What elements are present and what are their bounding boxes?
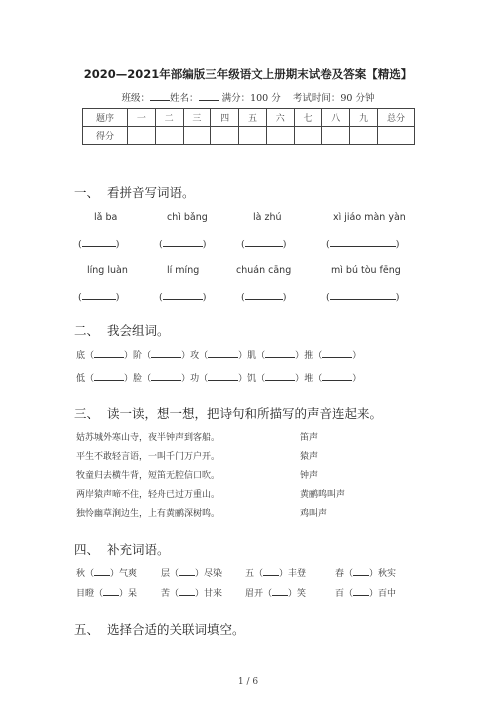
idiom-item: 秋（ ）气爽: [76, 566, 137, 579]
blank[interactable]: [322, 371, 352, 381]
class-blank[interactable]: [150, 91, 170, 101]
idiom-post: 甘来: [204, 589, 223, 599]
answer-blank[interactable]: ( ): [326, 239, 400, 250]
pinyin: là zhú: [253, 212, 282, 223]
idiom-item: 目瞪（ ）呆: [76, 586, 137, 599]
class-label: 班级：: [121, 93, 151, 104]
header-cell: 九: [350, 109, 378, 127]
blank[interactable]: [322, 348, 352, 358]
score-cell[interactable]: [266, 127, 294, 145]
score-label: 满分：100 分: [221, 93, 281, 104]
sound-label: 钟声: [300, 471, 319, 481]
idiom-post: 秋实: [378, 569, 397, 579]
idiom-pre: 苦: [161, 589, 171, 599]
score-table-header: [83, 109, 415, 127]
char: 底: [76, 351, 86, 361]
poem-line: 姑苏城外寒山寺，夜半钟声到客船。: [76, 433, 221, 443]
score-cell[interactable]: [155, 127, 183, 145]
score-cell[interactable]: [322, 127, 350, 145]
section-3-heading: [74, 404, 382, 422]
blank[interactable]: [263, 566, 279, 576]
section-2-heading: [74, 321, 169, 339]
score-cell[interactable]: [239, 127, 267, 145]
score-table-row: [83, 127, 415, 145]
sound-label: 猿声: [300, 452, 319, 462]
idiom-pre: 目瞪: [76, 589, 95, 599]
score-cell[interactable]: [211, 127, 239, 145]
page-title: 2020—2021年部编版三年级语文上册期末试卷及答案【精选】: [83, 67, 413, 81]
blank[interactable]: [94, 371, 124, 381]
header-cell: 八: [322, 109, 350, 127]
score-table: [82, 108, 415, 145]
header-cell: 六: [266, 109, 294, 127]
section-5-heading: [74, 620, 244, 638]
blank[interactable]: [94, 566, 110, 576]
header-cell: 三: [183, 109, 211, 127]
blank[interactable]: [265, 348, 295, 358]
blank[interactable]: [208, 371, 238, 381]
poem-line: 两岸猿声啼不住，轻舟已过万重山。: [76, 490, 221, 500]
sound-label: 鸡叫声: [300, 509, 328, 519]
word-group-row: 低（ ）脸（ ）功（ ）饥（ ）堆（ ）: [76, 371, 361, 384]
idiom-pre: 秋: [76, 569, 86, 579]
answer-blank[interactable]: ( ): [78, 292, 120, 303]
pinyin: lǎ ba: [94, 212, 118, 223]
answer-blank[interactable]: ( ): [159, 292, 207, 303]
idiom-item: 眉开（ ）笑: [245, 586, 306, 599]
pinyin: xì jiáo màn yàn: [333, 212, 406, 223]
score-cell[interactable]: [183, 127, 211, 145]
blank[interactable]: [94, 348, 124, 358]
blank[interactable]: [179, 566, 195, 576]
header-cell: 总分: [378, 109, 415, 127]
blank[interactable]: [353, 566, 369, 576]
idiom-item: 苦（ ）甘来: [161, 586, 222, 599]
idiom-pre: 层: [161, 569, 171, 579]
section-number: 四、: [74, 542, 100, 557]
idiom-item: 五（ ）丰登: [245, 566, 306, 579]
page-number: 1 / 6: [237, 677, 259, 687]
blank[interactable]: [103, 586, 119, 596]
blank[interactable]: [265, 371, 295, 381]
idiom-post: 百中: [378, 589, 397, 599]
section-1-heading: [74, 183, 194, 201]
blank[interactable]: [179, 586, 195, 596]
pinyin: chì bǎng: [167, 212, 208, 223]
pinyin: lí míng: [167, 265, 200, 276]
section-number: 五、: [74, 622, 100, 637]
score-cell[interactable]: [378, 127, 415, 145]
char: 堆: [304, 374, 314, 384]
row-label: 得分: [83, 127, 128, 145]
char: 低: [76, 374, 86, 384]
idiom-post: 尽染: [204, 569, 223, 579]
blank[interactable]: [151, 371, 181, 381]
header-cell: 四: [211, 109, 239, 127]
pinyin: mì bú tòu fēng: [331, 265, 401, 276]
pinyin: chuán cāng: [236, 265, 292, 276]
time-label: 考试时间：90 分钟: [292, 93, 375, 104]
section-title: 补充词语。: [106, 542, 170, 557]
name-blank[interactable]: [199, 91, 219, 101]
idiom-item: 春（ ）秋实: [335, 566, 396, 579]
score-cell[interactable]: [294, 127, 322, 145]
blank[interactable]: [151, 348, 181, 358]
header-cell: 题序: [83, 109, 128, 127]
idiom-item: 百（ ）百中: [335, 586, 396, 599]
section-title: 读一读，想一想，把诗句和所描写的声音连起来。: [106, 406, 382, 421]
blank[interactable]: [208, 348, 238, 358]
idiom-pre: 春: [335, 569, 345, 579]
sound-label: 笛声: [300, 433, 319, 443]
blank[interactable]: [272, 586, 288, 596]
section-number: 二、: [74, 323, 100, 338]
poem-line: 平生不敢轻言语，一叫千门万户开。: [76, 452, 221, 462]
section-number: 三、: [74, 406, 100, 421]
name-label: 姓名：: [170, 93, 199, 104]
header-cell: 一: [128, 109, 156, 127]
section-number: 一、: [74, 185, 100, 200]
answer-blank[interactable]: ( ): [326, 292, 400, 303]
blank[interactable]: [353, 586, 369, 596]
section-4-heading: [74, 540, 169, 558]
idiom-post: 丰登: [288, 569, 307, 579]
idiom-item: 层（ ）尽染: [161, 566, 222, 579]
score-cell[interactable]: [128, 127, 156, 145]
word-group-row: 底（ ）阶（ ）攻（ ）肌（ ）推（ ）: [76, 348, 361, 361]
header-cell: 五: [239, 109, 267, 127]
sound-label: 黄鹂鸣叫声: [300, 490, 346, 500]
section-title: 我会组词。: [106, 323, 170, 338]
poem-line: 牧童归去横牛背，短笛无腔信口吹。: [76, 471, 221, 481]
poem-line: 独怜幽草涧边生，上有黄鹂深树鸣。: [76, 509, 221, 519]
idiom-post: 笑: [297, 589, 307, 599]
idiom-pre: 五: [245, 569, 255, 579]
char: 功: [190, 374, 200, 384]
idiom-post: 气爽: [119, 569, 138, 579]
exam-info: [0, 90, 496, 104]
pinyin: líng luàn: [87, 265, 128, 276]
answer-blank[interactable]: ( ): [241, 239, 287, 250]
idiom-post: 呆: [128, 589, 138, 599]
char: 肌: [247, 351, 257, 361]
idiom-pre: 眉开: [245, 589, 264, 599]
header-cell: 七: [294, 109, 322, 127]
char: 攻: [190, 351, 200, 361]
section-title: 看拼音写词语。: [106, 185, 195, 200]
section-title: 选择合适的关联词填空。: [106, 622, 245, 637]
char: 脸: [133, 374, 143, 384]
idiom-pre: 百: [335, 589, 345, 599]
score-cell[interactable]: [350, 127, 378, 145]
char: 饥: [247, 374, 257, 384]
char: 阶: [133, 351, 143, 361]
answer-blank[interactable]: ( ): [159, 239, 207, 250]
answer-blank[interactable]: ( ): [241, 292, 287, 303]
header-cell: 二: [155, 109, 183, 127]
answer-blank[interactable]: ( ): [78, 239, 120, 250]
char: 推: [304, 351, 314, 361]
